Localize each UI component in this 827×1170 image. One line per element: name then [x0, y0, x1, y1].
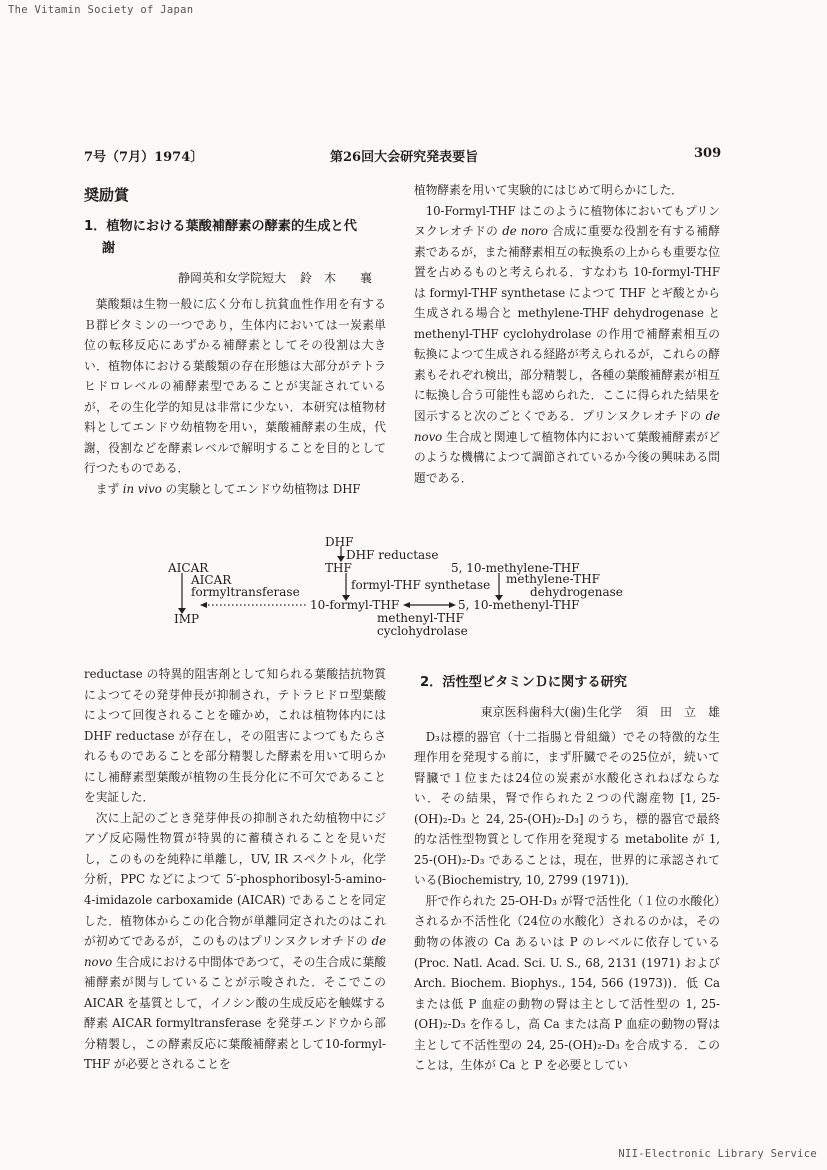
author-affiliation: 静岡英和女学院短大 — [177, 270, 286, 285]
label-methylene-dh-1: methylene-THF — [506, 572, 601, 586]
article2-paragraph-2: 肝で作られた 25-OH-D₃ が腎で活性化（１位の水酸化）されるか不活性化（24位の水酸化）されるのかは，その動物の体液の Ca あるいは P のレベルに依存している (Proc. Natl. Acad. Sci. U. S., 68, 2131 (1971) および Arch. Biochem. Biophys., 154, 566 (1973))．低 Ca または低 P 血症の動物の腎は主として活性型の 1, 25-(OH)₂-D₃ を作るし，高 Ca または高 P 血症の動物の腎は主として不活性型の 24, 25-(OH)₂-D₃ を合成する．このことは，生体が Ca と P を必要としてい — [414, 893, 720, 1073]
author-affiliation: 東京医科歯科大(歯)生化学 — [480, 705, 622, 719]
article1-paragraph: 葉酸類は生物一般に広く分布し抗貧血性作用を有するＢ群ビタミンの一つであり，生体内においては一炭素単位の転移反応にあずかる補酵素としてその役割は大きい．植物体における葉酸類の存在形態は大部分がテトラヒドロレベルの補酵素型であることが実証されているが，その生化学的知見は非常に少ない．本研究は植物材料としてエンドウ幼植物を用い，葉酸補酵素の生成，代謝，役割などを酵素レベルで解明することを目的として行つたものである． — [84, 297, 386, 476]
label-aicar: AICAR — [168, 561, 209, 575]
watermark-bottom: NII-Electronic Library Service — [618, 1148, 817, 1160]
article1-author — [84, 268, 386, 289]
article1-title — [84, 216, 386, 260]
text-run: 10-Formyl-THF はこのように植物体においてもプリンヌクレオチドの — [414, 203, 720, 239]
text-run: 生合成における中間体であつて，その生合成に葉酸補酵素が関与していることが示唆された．そこでこの AICAR を基質として，イノシン酸の生成反応を触媒する酵素 AICAR formyltransferase を発芽エンドウから部分精製し，この酵素反応に葉酸補酵素として10-formyl-THF が必要とされることを — [84, 954, 386, 1072]
article1-paragraph-last — [84, 479, 386, 500]
page-number: 309 — [694, 146, 722, 161]
article1-title-line1: 1．植物における葉酸補酵素の酵素的生成と代 — [84, 218, 357, 234]
label-imp: IMP — [174, 612, 200, 626]
label-methylene-thf: 5, 10-methylene-THF — [451, 561, 580, 575]
italic-term: de novo — [414, 409, 720, 444]
running-header-issue: 7号（7月）1974〕 — [84, 150, 204, 165]
label-thf: THF — [325, 561, 352, 575]
article1-continued-line: 植物酵素を用いて実験的にはじめて明らかにした． — [414, 183, 683, 197]
author-name: 鈴 木 襄 — [299, 270, 372, 285]
article2-paragraph-1: D₃は標的器官（十二指腸と骨組織）でその特徴的な生理作用を発現する前に，まず肝臓でその25位が，続いて腎臓で１位または24位の炭素が水酸化されねばならない．その結果，腎で作られた２つの代謝産物 [1, 25-(OH)₂-D₃ と 24, 25-(OH)₂-D₃] のうち，標的器官で最終的な活性型物質として作用を発現する metabolite が 1, 25-(OH)₂-D₃ であることは，現在，世界的に承認されている(Biochemistry, 10, 2799 (1971))． — [414, 729, 720, 888]
running-header-title: 第26回大会研究発表要旨 — [330, 150, 479, 165]
label-methylene-dh-2: dehydrogenase — [530, 585, 623, 599]
right-column-top — [414, 180, 720, 488]
article1-paragraph-continued: reductase の特異的阻害剤として知られる葉酸拮抗物質によつてその発芽伸長が抑制され，テトラヒドロ型葉酸によつて回復されることを確かめ，これは植物体内には DHF reductase が存在し，その阻害によつてもたらされるものであることを部分精製した酵素を用いて明らかにし補酵素型葉酸が植物の生長分化に不可欠であることを実証した． — [84, 667, 386, 805]
folate-pathway-diagram — [160, 530, 680, 645]
label-cyclohydrolase-1: methenyl-THF — [377, 611, 464, 625]
text-run: 合成に重要な役割を有する補酵素であるが，また補酵素相互の転換系の上からも重要な位置を占めるものと考えられる．すなわち 10-formyl-THF は formyl-THF synthetase によつて THF とギ酸とから生成される場合と methylene-THF dehydrogenase と methenyl-THF cyclohydrolase の作用で補酵素相互の転換によつて生成される経路が考えられるが，これらの酵素もそれぞれ検出，部分精製し，各種の葉酸補酵素が相互に転換し合う可能性も認められた．ここに得られた結果を図示すると次のごとくである．プリンヌクレオチドの — [414, 224, 720, 424]
text-run: 生合成と関連して植物体内において葉酸補酵素がどのような機構によつて調節されているか今後の興味ある問題である． — [414, 429, 720, 485]
article2-author — [414, 702, 720, 723]
label-formyl-thf: 10-formyl-THF — [310, 598, 400, 612]
right-column-bottom — [414, 672, 720, 1076]
italic-term: de novo — [84, 934, 386, 969]
section-label: 奨励賞 — [84, 186, 130, 204]
watermark-top: The Vitamin Society of Japan — [8, 4, 194, 16]
article1-title-line2: 謝 — [102, 240, 116, 256]
label-cyclohydrolase-2: cyclohydrolase — [377, 624, 468, 638]
label-methenyl-thf: 5, 10-methenyl-THF — [458, 598, 580, 612]
text-run: 次に上記のごとき発芽伸長の抑制された幼植物中にジアゾ反応陽性物質が特異的に蓄積されることを見いだし，このものを純粋に単離し，UV, IR スペクトル，化学分析，PPC などによつて 5′-phosphoribosyl-5-amino-4-imidazole carboxamide (AICAR) であることを同定した．植物体からこの化合物が単離同定されたのはこれが初めてであるが，このものはプリンヌクレオチドの — [84, 810, 386, 949]
author-name: 須 田 立 雄 — [635, 705, 720, 719]
article2-title: 2．活性型ビタミンＤに関する研究 — [420, 675, 627, 690]
article1-paragraph-aicar — [84, 808, 386, 1075]
article1-continued-paragraph — [414, 201, 720, 489]
label-dhf-reductase: DHF reductase — [346, 548, 439, 562]
text-run: まず — [95, 482, 120, 497]
label-aicar-ft-2: formyltransferase — [191, 585, 300, 599]
text-run: の実験としてエンドウ幼植物は DHF — [165, 482, 361, 497]
left-column-bottom — [84, 664, 386, 1075]
italic-term: de noro — [502, 224, 548, 239]
label-aicar-ft-1: AICAR — [191, 573, 232, 587]
label-dhf: DHF — [325, 535, 354, 549]
left-column-top — [84, 185, 386, 500]
label-formyl-thf-synthetase: formyl-THF synthetase — [351, 578, 491, 592]
italic-term: in vivo — [122, 482, 162, 497]
